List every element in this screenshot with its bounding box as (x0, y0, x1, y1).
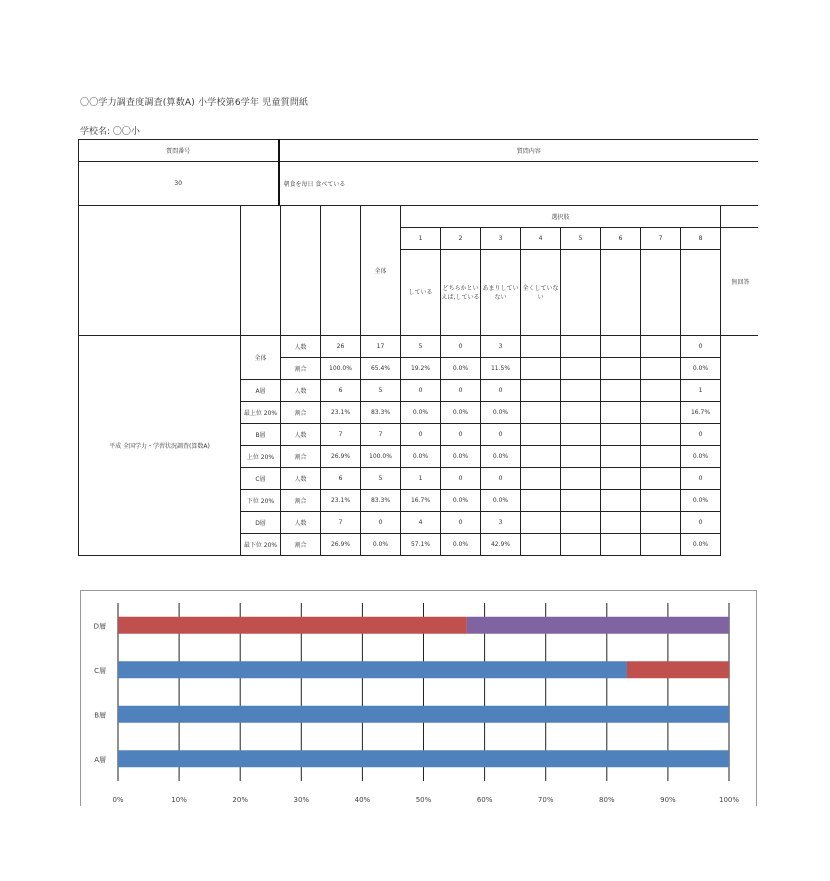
cell-value: 0 (401, 424, 441, 446)
empty-cell (521, 490, 561, 512)
empty-cell (641, 534, 681, 556)
unanswered-value: 0 (681, 468, 721, 490)
x-tick-label: 40% (354, 796, 371, 804)
question-number-header: 質問番号 (79, 140, 279, 162)
group-label: 最上位 20% (241, 402, 281, 424)
empty-cell (521, 358, 561, 380)
unanswered-value: 0.0% (681, 446, 721, 468)
group-label: D層 (241, 512, 281, 534)
x-tick-label: 80% (599, 796, 615, 804)
empty-cell (561, 468, 601, 490)
school-name: 学校名: 〇〇小 (80, 127, 140, 137)
cell-value: 0.0% (401, 402, 441, 424)
option-label (561, 250, 601, 336)
cell-value: 0 (481, 468, 521, 490)
empty-cell (601, 380, 641, 402)
option-number: 4 (521, 228, 561, 250)
empty-cell (641, 490, 681, 512)
empty-cell (561, 446, 601, 468)
table-row (79, 336, 761, 358)
row-type: 割合 (281, 446, 321, 468)
option-number: 1 (401, 228, 441, 250)
question-content: 朝食を毎日 食べている (279, 162, 779, 206)
unanswered-value: 0 (681, 424, 721, 446)
row-type: 人数 (281, 468, 321, 490)
unanswered-value: 0 (681, 336, 721, 358)
unanswered-value: 0 (681, 512, 721, 534)
x-tick-label: 70% (537, 796, 554, 804)
empty-cell (601, 468, 641, 490)
cell-value: 0 (441, 424, 481, 446)
bar-segment (118, 706, 729, 723)
cell-value: 1 (401, 468, 441, 490)
stacked-bar-chart (80, 590, 757, 806)
cell-value: 42.9% (481, 534, 521, 556)
page-clip (758, 130, 830, 570)
empty-cell (601, 534, 641, 556)
cell-value: 0 (361, 512, 401, 534)
empty-cell (561, 336, 601, 358)
page-title: 〇〇学力調査度調査(算数A) 小学校第6学年 児童質問紙 (80, 98, 309, 108)
cell-value: 100.0% (361, 446, 401, 468)
unanswered-value: 0.0% (681, 534, 721, 556)
option-label: 全くしていない (521, 250, 561, 336)
empty-cell (641, 446, 681, 468)
cell-value: 100.0% (321, 358, 361, 380)
group-label: A層 (241, 380, 281, 402)
option-label: どちらかといえば,している (441, 250, 481, 336)
cell-value: 7 (321, 512, 361, 534)
empty-cell (561, 490, 601, 512)
cell-value: 4 (401, 512, 441, 534)
cell-value: 0.0% (481, 446, 521, 468)
empty-cell (561, 402, 601, 424)
row-type: 人数 (281, 512, 321, 534)
x-tick-label: 30% (293, 796, 310, 804)
unanswered-value: 1 (681, 380, 721, 402)
y-tick-label: D層 (93, 622, 106, 631)
x-tick-label: 90% (660, 796, 676, 804)
option-label: している (401, 250, 441, 336)
option-number: 2 (441, 228, 481, 250)
row-type: 人数 (281, 336, 321, 358)
cell-value: 0 (441, 380, 481, 402)
x-tick-label: 10% (171, 796, 187, 804)
chart-svg (81, 591, 756, 806)
unanswered-value: 0.0% (681, 358, 721, 380)
option-number: 5 (561, 228, 601, 250)
cell-value: 0.0% (481, 402, 521, 424)
bar-segment (118, 661, 627, 678)
option-number: 7 (641, 228, 681, 250)
cell-value: 26 (321, 336, 361, 358)
cell-value: 0 (481, 380, 521, 402)
options-group-header: 選択肢 (401, 206, 721, 228)
unanswered-value: 0.0% (681, 490, 721, 512)
empty-cell (601, 402, 641, 424)
results-table (78, 205, 761, 556)
option-label (641, 250, 681, 336)
empty-cell (641, 402, 681, 424)
option-number: 8 (681, 228, 721, 250)
cell-value: 23.1% (321, 490, 361, 512)
bar-segment (118, 750, 729, 767)
option-label (681, 250, 721, 336)
cell-value: 65.4% (361, 358, 401, 380)
cell-value: 26.9% (321, 534, 361, 556)
cell-value: 19.2% (401, 358, 441, 380)
option-label: あまりしていない (481, 250, 521, 336)
cell-value: 0.0% (441, 534, 481, 556)
empty-cell (601, 358, 641, 380)
question-content-header: 質問内容 (279, 140, 779, 162)
bar-segment (627, 661, 729, 678)
row-group-label: 平成 全国学力・学習状況調査(算数A) (79, 336, 241, 556)
empty-cell (601, 490, 641, 512)
empty-cell (561, 358, 601, 380)
row-header-blank (79, 206, 241, 336)
bar-segment (118, 617, 467, 634)
cell-value: 16.7% (401, 490, 441, 512)
cell-value: 3 (481, 512, 521, 534)
x-tick-label: 0% (112, 796, 124, 804)
cell-value: 0.0% (441, 402, 481, 424)
unanswered-value: 16.7% (681, 402, 721, 424)
cell-value: 0.0% (361, 534, 401, 556)
empty-cell (521, 468, 561, 490)
row-type: 割合 (281, 358, 321, 380)
cell-value: 6 (321, 468, 361, 490)
empty-cell (521, 336, 561, 358)
y-tick-label: C層 (94, 666, 106, 675)
empty-cell (521, 402, 561, 424)
row-type: 割合 (281, 490, 321, 512)
cell-value: 11.5% (481, 358, 521, 380)
x-tick-label: 20% (232, 796, 248, 804)
empty-cell (641, 358, 681, 380)
cell-value: 6 (321, 380, 361, 402)
cell-value: 0 (441, 512, 481, 534)
cell-value: 23.1% (321, 402, 361, 424)
cell-value: 0.0% (441, 446, 481, 468)
empty-cell (561, 512, 601, 534)
option-label (601, 250, 641, 336)
group-label: C層 (241, 468, 281, 490)
empty-cell (521, 424, 561, 446)
row-type: 人数 (281, 424, 321, 446)
empty-cell (601, 424, 641, 446)
empty-cell (641, 336, 681, 358)
group-label: 下位 20% (241, 490, 281, 512)
empty-cell (641, 424, 681, 446)
cell-value: 26.9% (321, 446, 361, 468)
cell-value: 83.3% (361, 490, 401, 512)
row-type: 割合 (281, 402, 321, 424)
cell-value: 0.0% (481, 490, 521, 512)
empty-cell (561, 380, 601, 402)
cell-value: 0 (441, 336, 481, 358)
empty-cell (641, 380, 681, 402)
empty-cell (601, 336, 641, 358)
empty-cell (601, 512, 641, 534)
unanswered-header: 無回答 (721, 228, 761, 336)
row-type: 割合 (281, 534, 321, 556)
option-number: 6 (601, 228, 641, 250)
cell-value: 0 (441, 468, 481, 490)
group-label: 全体 (241, 336, 281, 380)
question-header-table (78, 139, 778, 205)
group-label: 上位 20% (241, 446, 281, 468)
cell-value: 7 (321, 424, 361, 446)
cell-value: 5 (361, 380, 401, 402)
x-tick-label: 50% (415, 796, 432, 804)
x-tick-label: 60% (476, 796, 493, 804)
blank-cell (241, 206, 281, 336)
cell-value: 0 (481, 424, 521, 446)
total-header: 全体 (361, 206, 401, 336)
empty-cell (521, 446, 561, 468)
empty-cell (561, 534, 601, 556)
empty-cell (561, 424, 601, 446)
y-tick-label: B層 (94, 711, 106, 720)
empty-cell (641, 512, 681, 534)
unanswered-group-header (721, 206, 761, 228)
cell-value: 0.0% (401, 446, 441, 468)
question-number: 30 (79, 162, 279, 206)
bar-segment (467, 617, 729, 634)
row-type: 人数 (281, 380, 321, 402)
option-number: 3 (481, 228, 521, 250)
cell-value: 83.3% (361, 402, 401, 424)
empty-cell (521, 534, 561, 556)
empty-cell (641, 468, 681, 490)
cell-value: 0 (401, 380, 441, 402)
cell-value: 57.1% (401, 534, 441, 556)
blank-cell (321, 206, 361, 336)
cell-value: 17 (361, 336, 401, 358)
x-tick-label: 100% (718, 796, 740, 804)
cell-value: 7 (361, 424, 401, 446)
cell-value: 0.0% (441, 490, 481, 512)
cell-value: 5 (361, 468, 401, 490)
empty-cell (521, 512, 561, 534)
cell-value: 3 (481, 336, 521, 358)
empty-cell (521, 380, 561, 402)
blank-cell (281, 206, 321, 336)
cell-value: 0.0% (441, 358, 481, 380)
group-label: B層 (241, 424, 281, 446)
group-label: 最下位 20% (241, 534, 281, 556)
y-tick-label: A層 (94, 755, 106, 764)
cell-value: 5 (401, 336, 441, 358)
empty-cell (601, 446, 641, 468)
